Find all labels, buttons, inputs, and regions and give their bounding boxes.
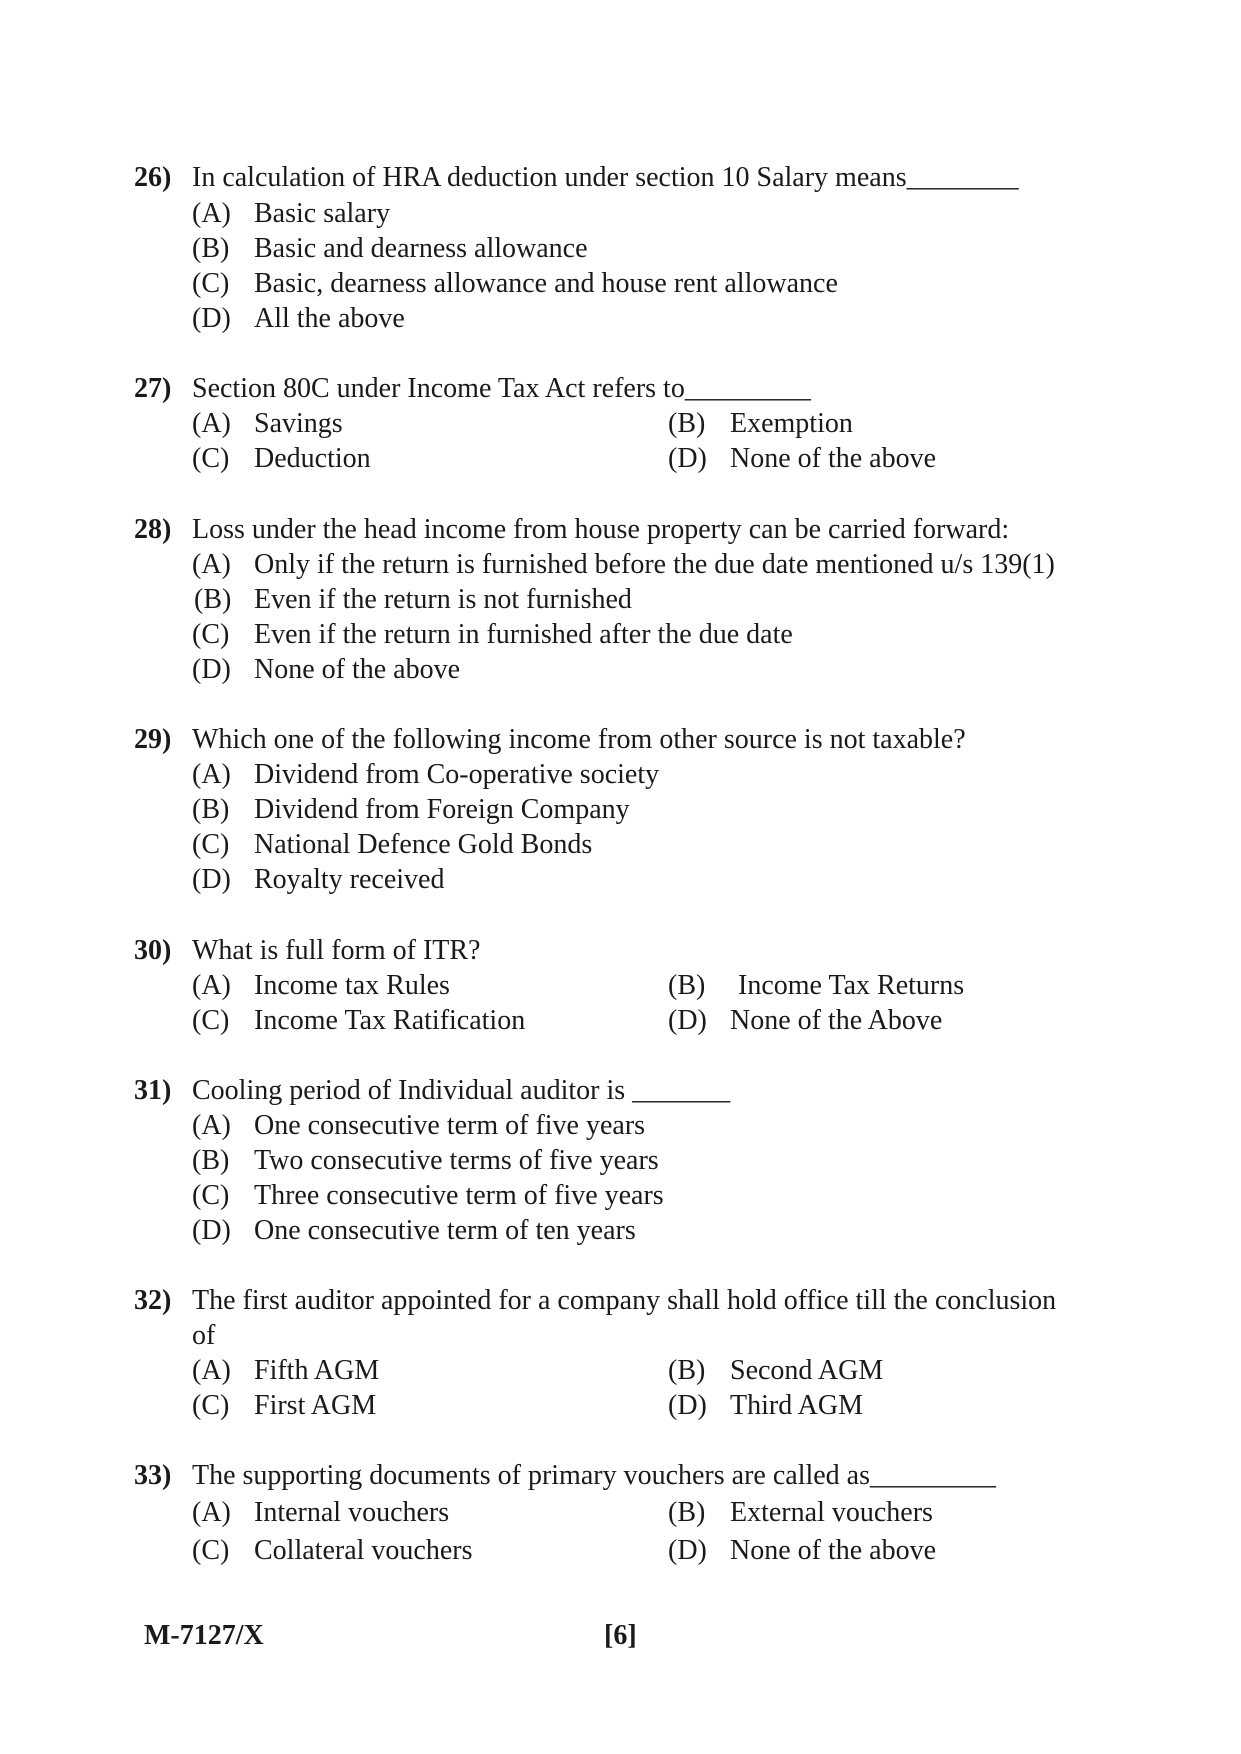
option-c bbox=[192, 617, 793, 652]
option-text: Exemption bbox=[730, 408, 853, 439]
option-text: Income Tax Returns bbox=[738, 970, 965, 1001]
option-text: Second AGM bbox=[730, 1355, 884, 1386]
option-c bbox=[192, 266, 838, 301]
option-text: Collateral vouchers bbox=[254, 1535, 473, 1566]
option-text: Three consecutive term of five years bbox=[254, 1180, 664, 1211]
option-a bbox=[192, 547, 1055, 582]
option-text: None of the above bbox=[254, 654, 461, 685]
option-letter: (C) bbox=[192, 829, 230, 860]
option-letter: (A) bbox=[192, 549, 231, 580]
option-letter: (D) bbox=[192, 303, 231, 334]
question-text-line2: of bbox=[192, 1320, 216, 1351]
option-a bbox=[192, 968, 450, 1003]
question-number: 28) bbox=[134, 514, 172, 545]
option-letter: (A) bbox=[192, 1355, 231, 1386]
question-number: 29) bbox=[134, 724, 172, 755]
option-letter: (D) bbox=[192, 864, 231, 895]
option-text: Royalty received bbox=[254, 864, 445, 895]
option-text: Deduction bbox=[254, 443, 371, 474]
option-b bbox=[668, 1495, 933, 1530]
question-number: 27) bbox=[134, 373, 172, 404]
option-letter: (A) bbox=[192, 759, 231, 790]
question-text: In calculation of HRA deduction under section 10 Salary means________ bbox=[192, 162, 1019, 193]
page-number: [6] bbox=[604, 1620, 637, 1651]
option-letter: (A) bbox=[192, 198, 231, 229]
option-letter: (A) bbox=[192, 1497, 231, 1528]
option-text: Basic, dearness allowance and house rent allowance bbox=[254, 268, 838, 299]
option-b bbox=[192, 792, 630, 827]
option-a bbox=[192, 196, 390, 231]
option-letter: (B) bbox=[194, 584, 232, 615]
option-text: Two consecutive terms of five years bbox=[254, 1145, 659, 1176]
option-letter: (B) bbox=[192, 794, 230, 825]
option-a bbox=[192, 1495, 449, 1530]
question-number: 32) bbox=[134, 1285, 172, 1316]
option-text: Third AGM bbox=[730, 1390, 863, 1421]
question-text: Section 80C under Income Tax Act refers to_________ bbox=[192, 373, 811, 404]
question-text: What is full form of ITR? bbox=[192, 935, 481, 966]
option-text: Basic salary bbox=[254, 198, 391, 229]
option-d bbox=[192, 1213, 636, 1248]
option-text: All the above bbox=[254, 303, 405, 334]
option-text: First AGM bbox=[254, 1390, 377, 1421]
option-letter: (A) bbox=[192, 970, 231, 1001]
option-letter: (B) bbox=[192, 233, 230, 264]
option-text: Basic and dearness allowance bbox=[254, 233, 588, 264]
option-c bbox=[192, 1388, 376, 1423]
option-b bbox=[668, 968, 964, 1003]
option-c bbox=[192, 827, 592, 862]
question-number: 31) bbox=[134, 1075, 172, 1106]
option-b bbox=[192, 231, 588, 266]
option-letter: (D) bbox=[192, 1215, 231, 1246]
option-d bbox=[192, 652, 460, 687]
option-text: Only if the return is furnished before the due date mentioned u/s 139(1) bbox=[254, 549, 1055, 580]
option-b bbox=[668, 406, 853, 441]
option-letter: (B) bbox=[192, 1145, 230, 1176]
option-letter: (A) bbox=[192, 1110, 231, 1141]
question-text: Loss under the head income from house property can be carried forward: bbox=[192, 514, 1010, 545]
option-letter: (C) bbox=[192, 619, 230, 650]
option-text: External vouchers bbox=[730, 1497, 933, 1528]
option-letter: (C) bbox=[192, 1535, 230, 1566]
question-number: 33) bbox=[134, 1460, 172, 1491]
option-c bbox=[192, 1003, 525, 1038]
option-letter: (B) bbox=[668, 1355, 706, 1386]
option-letter: (C) bbox=[192, 268, 230, 299]
option-b bbox=[192, 1143, 659, 1178]
question-text: The first auditor appointed for a company shall hold office till the conclusion bbox=[192, 1285, 1057, 1316]
option-letter: (A) bbox=[192, 408, 231, 439]
paper-code: M-7127/X bbox=[144, 1620, 264, 1651]
option-text: Internal vouchers bbox=[254, 1497, 450, 1528]
option-letter: (D) bbox=[668, 1390, 707, 1421]
question-number: 26) bbox=[134, 162, 172, 193]
question-number: 30) bbox=[134, 935, 172, 966]
option-a bbox=[192, 757, 659, 792]
option-letter: (D) bbox=[668, 1535, 707, 1566]
option-text: Dividend from Foreign Company bbox=[254, 794, 630, 825]
option-c bbox=[192, 1533, 472, 1568]
option-c bbox=[192, 1178, 664, 1213]
question-text: Cooling period of Individual auditor is _______ bbox=[192, 1075, 731, 1106]
option-d bbox=[668, 441, 936, 476]
option-text: Fifth AGM bbox=[254, 1355, 380, 1386]
option-a bbox=[192, 1353, 379, 1388]
option-letter: (D) bbox=[668, 443, 707, 474]
option-text: None of the Above bbox=[730, 1005, 943, 1036]
option-letter: (C) bbox=[192, 1390, 230, 1421]
question-text-continued bbox=[192, 1318, 215, 1353]
option-b bbox=[668, 1353, 883, 1388]
option-b bbox=[194, 582, 632, 617]
option-text: One consecutive term of ten years bbox=[254, 1215, 636, 1246]
option-letter: (C) bbox=[192, 1005, 230, 1036]
option-text: One consecutive term of five years bbox=[254, 1110, 646, 1141]
option-text: None of the above bbox=[730, 1535, 937, 1566]
option-letter: (D) bbox=[668, 1005, 707, 1036]
option-d bbox=[192, 301, 405, 336]
option-a bbox=[192, 1108, 645, 1143]
option-text: Dividend from Co-operative society bbox=[254, 759, 660, 790]
option-text: Even if the return is not furnished bbox=[254, 584, 632, 615]
option-d bbox=[668, 1003, 942, 1038]
option-letter: (C) bbox=[192, 443, 230, 474]
option-letter: (B) bbox=[668, 408, 706, 439]
option-text: Income tax Rules bbox=[254, 970, 450, 1001]
option-letter: (C) bbox=[192, 1180, 230, 1211]
question-text: Which one of the following income from other source is not taxable? bbox=[192, 724, 966, 755]
option-text: Savings bbox=[254, 408, 343, 439]
option-text: Even if the return in furnished after the due date bbox=[254, 619, 793, 650]
question-text: The supporting documents of primary vouchers are called as_________ bbox=[192, 1460, 997, 1491]
option-d bbox=[192, 862, 444, 897]
option-text: Income Tax Ratification bbox=[254, 1005, 526, 1036]
option-d bbox=[668, 1533, 936, 1568]
option-d bbox=[668, 1388, 863, 1423]
option-c bbox=[192, 441, 371, 476]
option-letter: (D) bbox=[192, 654, 231, 685]
option-a bbox=[192, 406, 343, 441]
option-letter: (B) bbox=[668, 970, 706, 1001]
option-letter: (B) bbox=[668, 1497, 706, 1528]
option-text: None of the above bbox=[730, 443, 937, 474]
option-text: National Defence Gold Bonds bbox=[254, 829, 593, 860]
